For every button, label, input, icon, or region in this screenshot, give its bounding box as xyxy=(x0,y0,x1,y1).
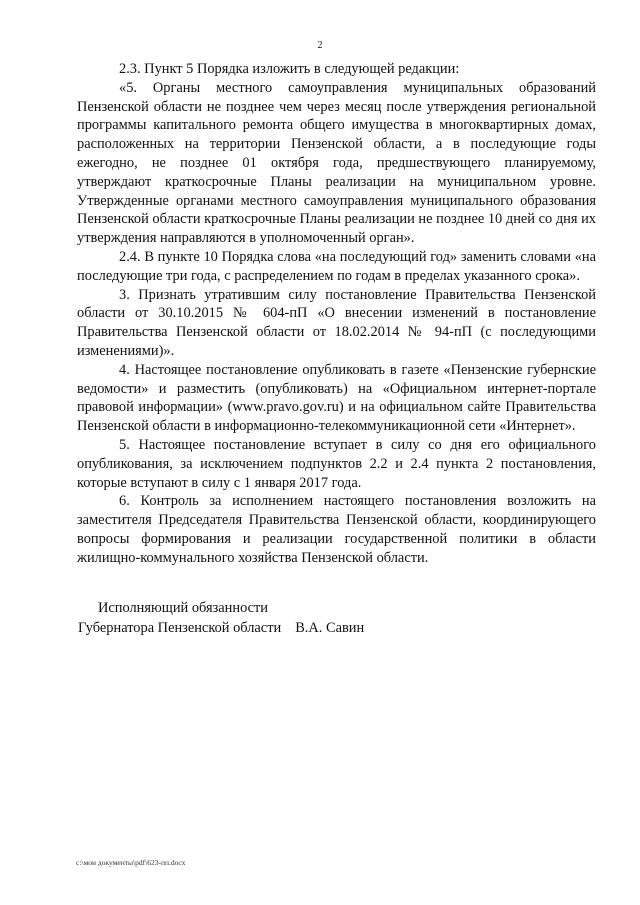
signatory-position-line-1: Исполняющий обязанности xyxy=(98,600,269,616)
footer-file-path: c:\мои документы\pdf\623-пп.docx xyxy=(76,858,186,867)
paragraph-5: 5. Настоящее постановление вступает в силу со дня его официального опубликования, за исключением подпунктов 2.2 и 2.4 пункта 2 постановления, которые вступают в силу с 1 января 2017 года. xyxy=(77,436,596,491)
signature-block xyxy=(78,598,518,638)
paragraph-2-4: 2.4. В пункте 10 Порядка слова «на последующий год» заменить словами «на последующие три года, с распределением по годам в пределах указанного срока». xyxy=(77,248,596,284)
paragraph-6: 6. Контроль за исполнением настоящего постановления возложить на заместителя Председателя Правительства Пензенской области, координирующего вопросы формирования и реализации государственной политики в области жилищно-коммунального хозяйства Пензенской области. xyxy=(77,493,596,566)
signatory-position: Губернатора Пензенской области xyxy=(78,620,282,636)
signatory-position-line-2 xyxy=(78,618,518,638)
paragraph-2-3: 2.3. Пункт 5 Порядка изложить в следующей редакции: xyxy=(119,61,460,77)
document-body xyxy=(77,60,596,568)
paragraph-quoted-clause-5: «5. Органы местного самоуправления муниципальных образований Пензенской области не позднее чем через месяц после утверждения региональной программы капитального ремонта общего имущества в многоквартирных домах, расположенных на территории Пензенской области, а в последующие годы ежегодно, не позднее 01 октября года, предшествующего планируемому, утверждают краткосрочные Планы реализации на муниципальном уровне. Утвержденные органами местного самоуправления муниципального образования Пензенской области краткосрочные Планы реализации не позднее 10 дней со дня их утверждения направляются в уполномоченный орган». xyxy=(77,79,596,247)
page-number: 2 xyxy=(317,40,323,51)
paragraph-3: 3. Признать утратившим силу постановление Правительства Пензенской области от 30.10.2015 № 604-пП «О внесении изменений в постановление Правительства Пензенской области от 18.02.2014 № 94-пП (с последующими изменениями)». xyxy=(77,286,596,359)
signatory-name: В.А. Савин xyxy=(295,620,365,636)
paragraph-4: 4. Настоящее постановление опубликовать в газете «Пензенские губернские ведомости» и разместить (опубликовать) на «Официальном интернет-портале правовой информации» (www.pravo.gov.ru) и на официальном сайте Правительства Пензенской области в информационно-телекоммуникационной сети «Интернет». xyxy=(77,361,596,435)
